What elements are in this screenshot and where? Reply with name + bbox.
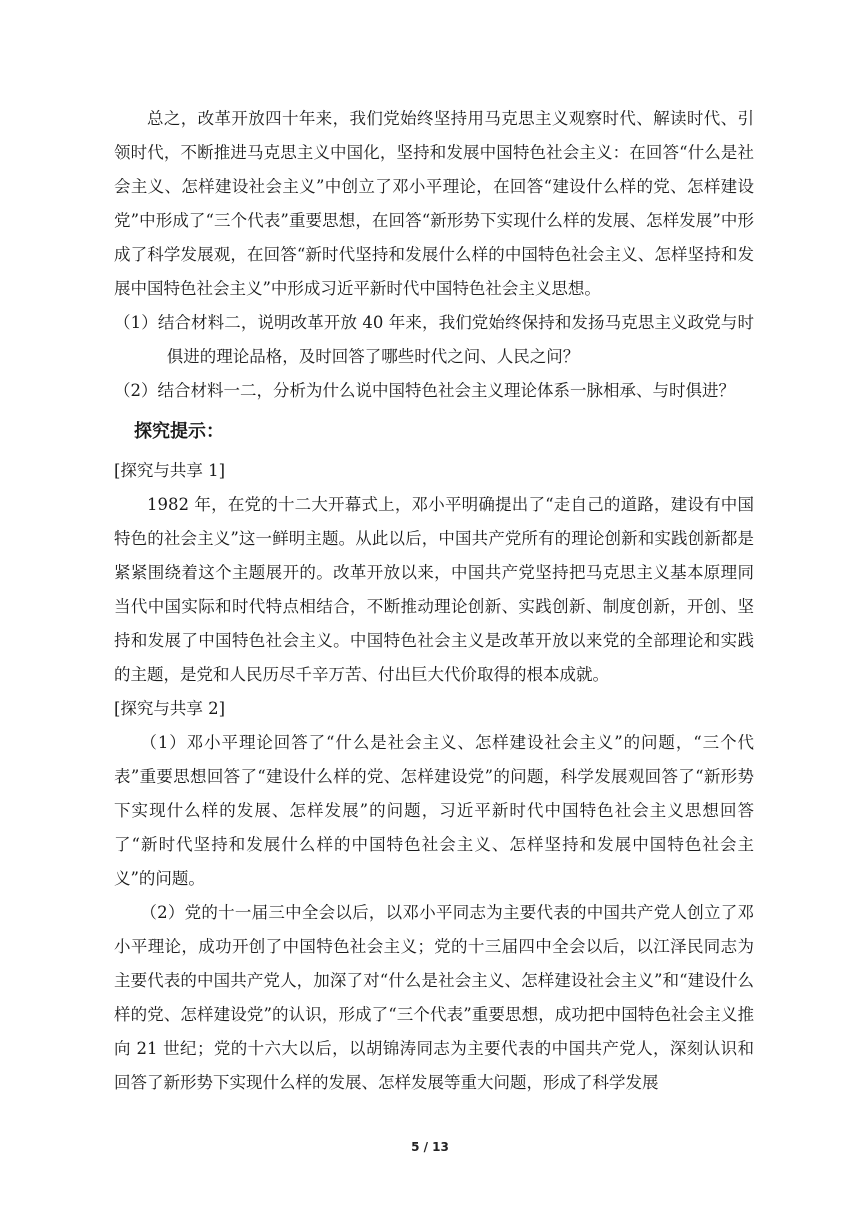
share-2-item-2: （2）党的十一届三中全会以后，以邓小平同志为主要代表的中国共产党人创立了邓小平理论，成功开创了中国特色社会主义；党的十三届四中全会以后，以江泽民同志为主要代表的中国共产党人，加深了对“什么是社会主义、怎样建设社会主义”和“建设什么样的党、怎样建设党”的认识，形成了“三个代表”重要思想，成功把中国特色社会主义推向 21 世纪；党的十六大以后，以胡锦涛同志为主要代表的中国共产党人，深刻认识和回答了新形势下实现什么样的发展、怎样发展等重大问题，形成了科学发展 [114,903,754,1092]
page-content [114,102,754,1100]
question-2: （2）结合材料一二，分析为什么说中国特色社会主义理论体系一脉相承、与时俱进？ [114,381,735,400]
hint-heading: 探究提示： [134,421,224,442]
page-number: 5 / 13 [411,1140,449,1154]
summary-paragraph: 总之，改革开放四十年来，我们党始终坚持用马克思主义观察时代、解读时代、引领时代，不断推进马克思主义中国化，坚持和发展中国特色社会主义：在回答“什么是社会主义、怎样建设社会主义”中创立了邓小平理论，在回答“建设什么样的党、怎样建设党”中形成了“三个代表”重要思想，在回答“新形势下实现什么样的发展、怎样发展”中形成了科学发展观，在回答“新时代坚持和发展什么样的中国特色社会主义、怎样坚持和发展中国特色社会主义”中形成习近平新时代中国特色社会主义思想。 [114,109,754,298]
share-1-paragraph: 1982 年，在党的十二大开幕式上，邓小平明确提出了“走自己的道路，建设有中国特色的社会主义”这一鲜明主题。从此以后，中国共产党所有的理论创新和实践创新都是紧紧围绕着这个主题展开的。改革开放以来，中国共产党坚持把马克思主义基本原理同当代中国实际和时代特点相结合，不断推动理论创新、实践创新、制度创新，开创、坚持和发展了中国特色社会主义。中国特色社会主义是改革开放以来党的全部理论和实践的主题，是党和人民历尽千辛万苦、付出巨大代价取得的根本成就。 [114,495,754,684]
share-2-item-1: （1）邓小平理论回答了“什么是社会主义、怎样建设社会主义”的问题，“三个代表”重要思想回答了“建设什么样的党、怎样建设党”的问题，科学发展观回答了“新形势下实现什么样的发展、怎样发展”的问题，习近平新时代中国特色社会主义思想回答了“新时代坚持和发展什么样的中国特色社会主义、怎样坚持和发展中国特色社会主义”的问题。 [114,733,754,888]
share-2-tag: [探究与共享 2] [114,699,226,718]
question-1: （1）结合材料二，说明改革开放 40 年来，我们党始终保持和发扬马克思主义政党与时俱进的理论品格，及时回答了哪些时代之问、人民之问？ [114,313,754,366]
share-1-tag: [探究与共享 1] [114,461,226,480]
